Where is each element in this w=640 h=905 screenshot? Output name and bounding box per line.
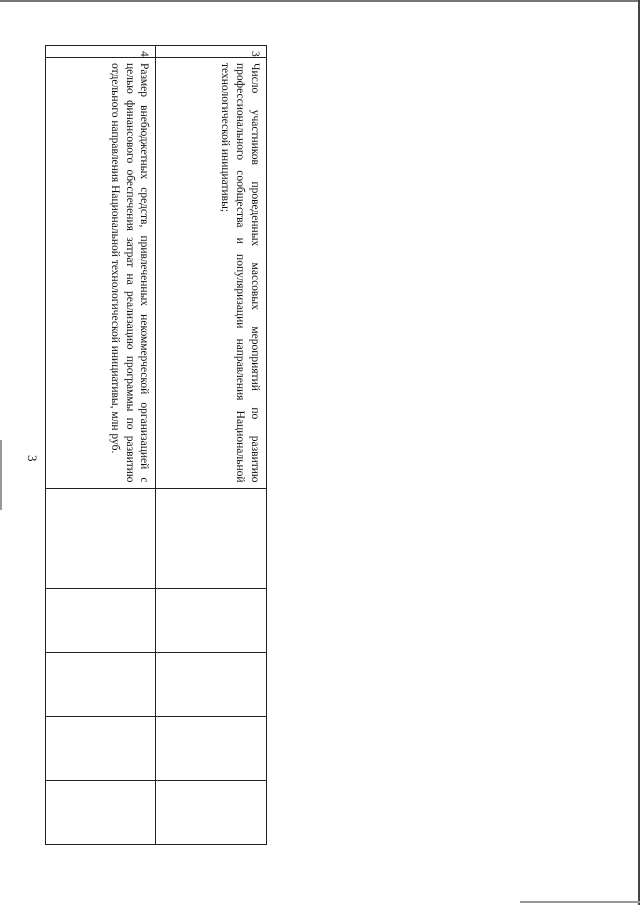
scan-edge-left	[0, 440, 2, 510]
table-row	[46, 46, 157, 845]
value-cell	[156, 652, 267, 716]
value-cell	[46, 588, 157, 652]
value-cell	[156, 488, 267, 588]
value-cell	[46, 652, 157, 716]
indicators-table	[45, 45, 267, 845]
value-cell	[156, 588, 267, 652]
value-cell	[46, 716, 157, 780]
value-cell	[156, 716, 267, 780]
indicators-table-container	[45, 45, 267, 845]
indicator-name: Число участников проведенных массовых мероприятий по развитию профессионального сообщества и популяризации направления Национальной технологической инициативы;	[156, 58, 267, 489]
indicator-name: Размер внебюджетных средств, привлеченных некоммерческой организацией с целью финансового обеспечения затрат на реализацию программы по развитию отдельного направления Национальной технологической инициативы, млн руб.	[46, 58, 157, 489]
value-cell	[46, 488, 157, 588]
row-number: 3	[156, 46, 267, 58]
scan-edge-bottom	[520, 901, 640, 903]
table-row	[156, 46, 267, 845]
value-cell	[156, 780, 267, 844]
scan-edge-top	[0, 0, 640, 2]
page-number: 3	[25, 455, 40, 462]
value-cell	[46, 780, 157, 844]
row-number: 4	[46, 46, 157, 58]
